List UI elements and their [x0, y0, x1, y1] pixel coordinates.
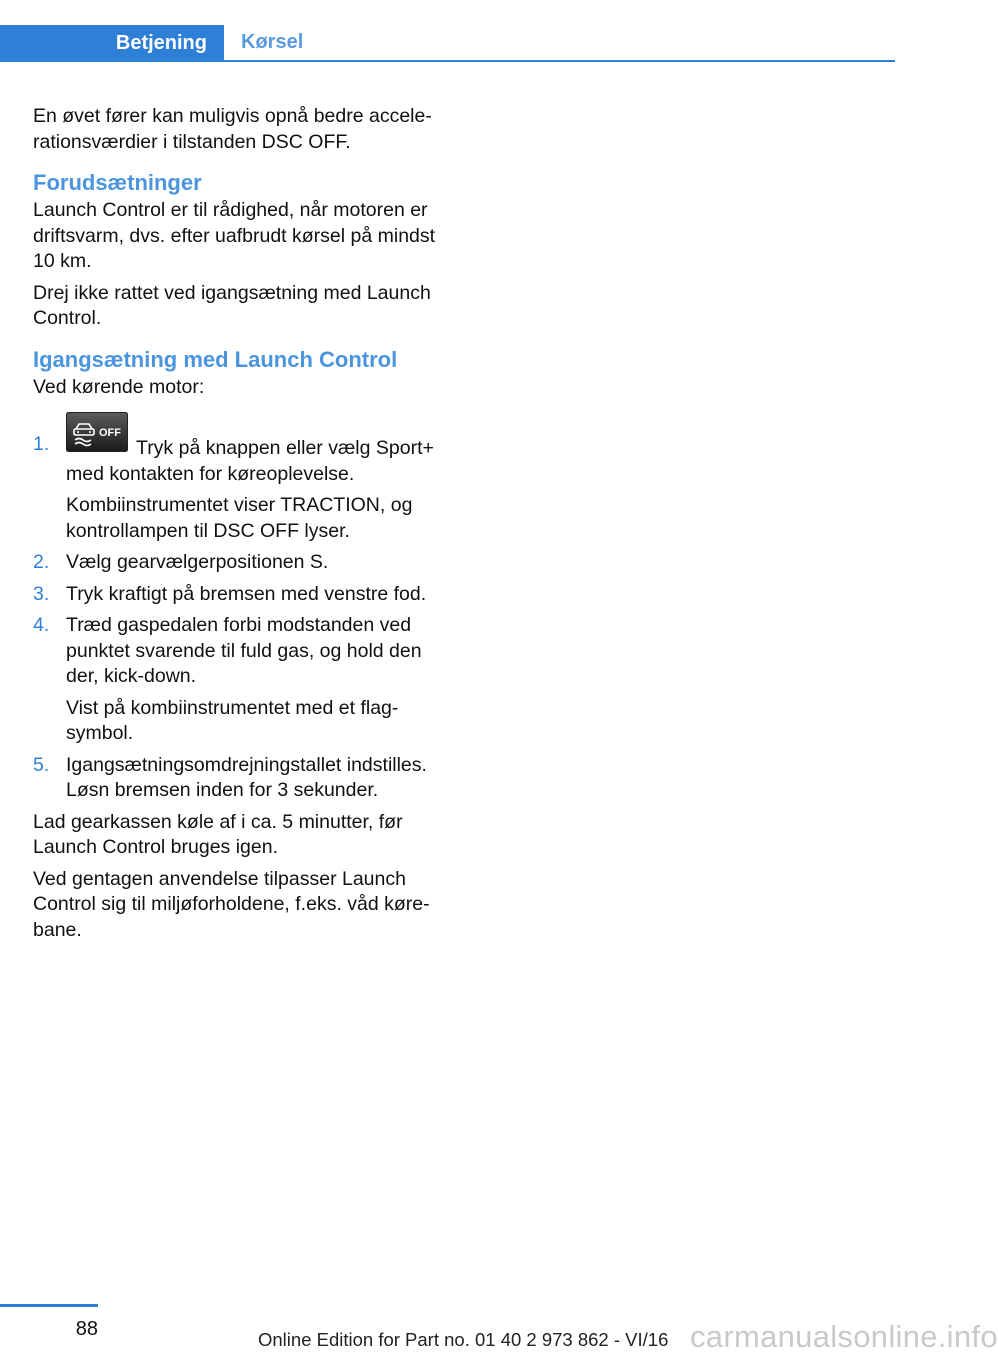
steps-list	[33, 418, 448, 804]
edition-note: Online Edition for Part no. 01 40 2 973 862 - VI/16	[258, 1329, 669, 1350]
svg-text:OFF: OFF	[99, 427, 121, 439]
list-item	[33, 550, 448, 576]
prerequisites-paragraph-1: Launch Control er til rådighed, når motoren er driftsvarm, dvs. efter uafbrudt kørsel på mindst 10 km.	[33, 199, 436, 272]
tab-betjening[interactable]: Betjening	[0, 25, 224, 62]
list-item	[33, 613, 448, 747]
launch-lead: Ved kørende motor:	[33, 375, 205, 398]
list-item	[33, 753, 448, 804]
dsc-off-button-icon	[66, 412, 128, 452]
step-2-text: Vælg gearvælgerpositionen S.	[66, 551, 329, 573]
step-number: 4.	[33, 614, 50, 636]
step-1-text: Tryk på knappen eller vælg Sport+ med kontakten for køreoplevelse.	[66, 437, 434, 485]
step-3-text: Tryk kraftigt på bremsen med venstre fod.	[66, 582, 427, 605]
step-4-text: Træd gaspedalen forbi modstanden ved punktet svarende til fuld gas, og hold den der, kick-down.	[66, 614, 422, 687]
prerequisites-paragraph-2: Drej ikke rattet ved igangsætning med Launch Control.	[33, 281, 431, 329]
step-number: 1.	[33, 433, 50, 455]
closing-paragraph-2: Ved gentagen anvendelse tilpasser Launch Control sig til miljøforholdene, f.eks. våd køre‐bane.	[33, 867, 430, 941]
tab-korsel[interactable]: Kørsel	[241, 31, 304, 53]
step-1-sub: Kombiinstrumentet viser TRACTION, og kontrollampen til DSC OFF lyser.	[66, 494, 413, 542]
header-bar	[0, 25, 895, 62]
footer-divider	[0, 1304, 98, 1307]
list-item	[33, 418, 448, 544]
section-heading-prerequisites: Forudsætninger	[33, 170, 202, 195]
step-4-sub: Vist på kombiinstrumentet med et flag‐symbol.	[66, 696, 399, 744]
header-divider	[0, 60, 895, 62]
step-5-text: Igangsætningsomdrejningstallet indstilles. Løsn bremsen inden for 3 sekunder.	[66, 753, 427, 801]
intro-paragraph: En øvet fører kan muligvis opnå bedre accelerationsværdier i tilstanden DSC OFF.	[33, 105, 432, 153]
main-content	[33, 104, 448, 949]
list-item	[33, 582, 448, 608]
closing-paragraph-1: Lad gearkassen køle af i ca. 5 minutter, før Launch Control bruges igen.	[33, 810, 403, 858]
page-number: 88	[75, 1318, 98, 1340]
section-heading-launch-control: Igangsætning med Launch Control	[33, 346, 398, 372]
watermark-text: carmanualsonline.info	[690, 1319, 998, 1354]
step-number: 3.	[33, 582, 50, 605]
step-number: 5.	[33, 753, 50, 776]
step-number: 2.	[33, 551, 50, 573]
